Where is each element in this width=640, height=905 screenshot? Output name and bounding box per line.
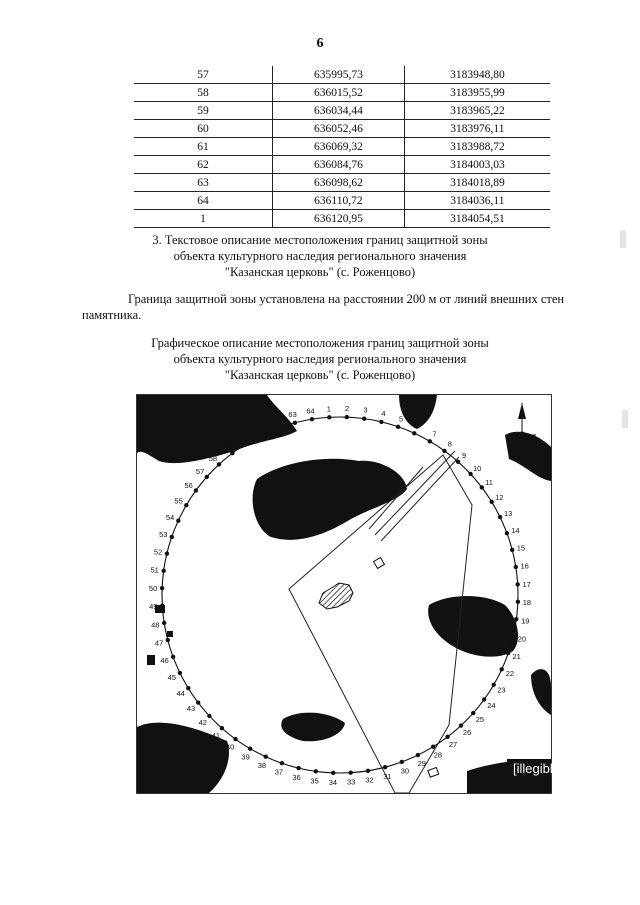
scan-smudge: [620, 230, 626, 248]
table-row: [134, 192, 550, 210]
boundary-point-label: 28: [433, 750, 443, 760]
boundary-point-marker: [482, 697, 486, 701]
boundary-point-label: 61: [254, 422, 263, 432]
section-heading-line-1: 3. Текстовое описание местоположения границ защитной зоны: [152, 233, 488, 247]
boundary-point-label: 46: [160, 655, 169, 665]
vegetation-south: [281, 713, 345, 742]
boundary-point-marker: [245, 441, 249, 445]
boundary-point-marker: [248, 747, 252, 751]
boundary-point-marker: [412, 431, 416, 435]
point-number: 61: [134, 138, 273, 156]
boundary-point-marker: [514, 617, 518, 621]
boundary-point-marker: [416, 753, 420, 757]
description-line-2: памятника.: [82, 308, 142, 322]
boundary-point-marker: [506, 651, 510, 655]
boundary-point-marker: [516, 600, 520, 604]
boundary-point-label: 37: [274, 767, 284, 777]
boundary-point-label: 5: [399, 414, 404, 424]
boundary-point-label: 21: [512, 652, 521, 662]
boundary-point-marker: [327, 415, 331, 419]
boundary-point-marker: [431, 745, 435, 749]
boundary-point-marker: [171, 655, 175, 659]
boundary-point-label: 55: [174, 496, 183, 506]
boundary-point-marker: [492, 683, 496, 687]
table-row: [134, 210, 550, 228]
section-heading-line-3: "Казанская церковь" (с. Роженцово): [224, 265, 416, 279]
boundary-point-marker: [280, 761, 284, 765]
boundary-point-label: 7: [432, 429, 437, 439]
point-number: 58: [134, 84, 273, 102]
boundary-point-label: 25: [475, 715, 485, 725]
vegetation-center: [253, 459, 407, 540]
boundary-point-marker: [260, 433, 264, 437]
graphic-heading-line-1: Графическое описание местоположения границ защитной зоны: [151, 336, 489, 350]
boundary-point-marker: [480, 485, 484, 489]
boundary-point-label: 40: [226, 742, 235, 752]
boundary-point-label: 18: [522, 598, 532, 608]
boundary-point-marker: [345, 415, 349, 419]
map-canvas: [137, 395, 564, 793]
boundary-point-marker: [396, 425, 400, 429]
boundary-point-label: 30: [400, 766, 410, 776]
y-coordinate: 3183976,11: [404, 120, 550, 138]
boundary-point-label: 39: [241, 752, 250, 762]
boundary-point-marker: [516, 582, 520, 586]
small-building-north: [374, 558, 385, 569]
x-coordinate: 636015,52: [273, 84, 405, 102]
boundary-point-marker: [176, 519, 180, 523]
boundary-point-marker: [184, 503, 188, 507]
x-coordinate: 636052,46: [273, 120, 405, 138]
y-coordinate: 3183955,99: [404, 84, 550, 102]
x-coordinate: 636034,44: [273, 102, 405, 120]
boundary-point-marker: [160, 586, 164, 590]
boundary-point-label: 32: [365, 775, 374, 785]
boundary-point-label: 9: [462, 451, 467, 461]
boundary-point-label: 43: [186, 704, 196, 713]
y-coordinate: 3184054,51: [404, 210, 550, 228]
boundary-point-label: 47: [154, 638, 164, 648]
point-number: 60: [134, 120, 273, 138]
boundary-point-marker: [217, 462, 221, 466]
boundary-point-label: 14: [511, 526, 520, 536]
boundary-point-marker: [296, 766, 300, 770]
point-number: 64: [134, 192, 273, 210]
boundary-point-marker: [220, 726, 224, 730]
boundary-point-label: 64: [306, 406, 315, 416]
boundary-point-marker: [456, 460, 460, 464]
boundary-point-label: 58: [208, 453, 218, 463]
boundary-point-label: 20: [517, 634, 527, 644]
boundary-point-marker: [194, 488, 198, 492]
boundary-point-label: 50: [148, 583, 158, 593]
boundary-point-marker: [230, 451, 234, 455]
boundary-point-label: 42: [198, 718, 207, 728]
y-coordinate: 3184036,11: [404, 192, 550, 210]
table-row: [134, 120, 550, 138]
boundary-point-label: 41: [211, 730, 221, 740]
boundary-point-label: 57: [195, 466, 205, 476]
boundary-point-marker: [178, 671, 182, 675]
boundary-point-marker: [264, 755, 268, 759]
boundary-point-label: 27: [448, 740, 458, 749]
boundary-point-label: 13: [504, 509, 513, 519]
boundary-point-marker: [186, 686, 190, 690]
boundary-point-marker: [276, 426, 280, 430]
boundary-point-label: 24: [487, 700, 496, 710]
boundary-point-marker: [500, 667, 504, 671]
boundary-point-marker: [511, 634, 515, 638]
boundary-point-label: 49: [149, 602, 158, 612]
boundary-point-marker: [514, 565, 518, 569]
boundary-point-label: 38: [257, 760, 267, 770]
table-row: [134, 174, 550, 192]
boundary-point-marker: [349, 771, 353, 775]
x-coordinate: 636098,62: [273, 174, 405, 192]
boundary-point-marker: [310, 417, 314, 421]
coordinates-table: [134, 66, 550, 228]
boundary-point-label: 56: [184, 481, 193, 491]
boundary-point-marker: [205, 475, 209, 479]
boundary-point-marker: [498, 515, 502, 519]
boundary-point-label: 3: [363, 405, 368, 415]
boundary-point-marker: [445, 735, 449, 739]
y-coordinate: 3183988,72: [404, 138, 550, 156]
boundary-point-label: 16: [520, 561, 529, 571]
scan-smudge: [622, 410, 628, 428]
graphic-heading-line-3: "Казанская церковь" (с. Роженцово): [224, 368, 416, 382]
boundary-point-marker: [459, 723, 463, 727]
boundary-point-label: 44: [176, 688, 185, 698]
boundary-point-marker: [362, 417, 366, 421]
boundary-point-label: 36: [292, 772, 301, 782]
boundary-point-marker: [165, 551, 169, 555]
boundary-point-marker: [314, 769, 318, 773]
boundary-point-marker: [166, 638, 170, 642]
small-building-south: [428, 768, 439, 778]
boundary-point-marker: [505, 531, 509, 535]
boundary-point-marker: [293, 421, 297, 425]
boundary-point-label: 12: [495, 493, 504, 503]
table-row: [134, 84, 550, 102]
boundary-point-label: 45: [167, 672, 176, 682]
boundary-point-marker: [379, 420, 383, 424]
boundary-point-marker: [160, 604, 164, 608]
boundary-point-marker: [428, 439, 432, 443]
boundary-point-label: 48: [151, 620, 160, 630]
boundary-point-label: 1: [326, 404, 331, 414]
boundary-point-label: 31: [383, 771, 392, 781]
section-heading-line-2: объекта культурного наследия регионального значения: [173, 249, 467, 263]
y-coordinate: 3184018,89: [404, 174, 550, 192]
boundary-point-marker: [207, 714, 211, 718]
scale-fragment: [507, 759, 564, 777]
boundary-point-label: 22: [505, 669, 515, 679]
boundary-point-label: 29: [417, 759, 426, 769]
boundary-point-label: 51: [150, 565, 159, 575]
boundary-point-label: 62: [270, 415, 280, 425]
boundary-point-label: 19: [521, 616, 530, 626]
y-coordinate: 3183965,22: [404, 102, 550, 120]
boundary-point-marker: [442, 449, 446, 453]
boundary-point-label: 33: [347, 777, 356, 787]
boundary-point-marker: [383, 765, 387, 769]
page-number: 6: [316, 36, 324, 51]
point-number: 59: [134, 102, 273, 120]
vegetation-east: [428, 596, 518, 657]
boundary-point-label: 11: [485, 478, 493, 487]
point-number: 1: [134, 210, 273, 228]
table-row: [134, 138, 550, 156]
point-number: 57: [134, 66, 273, 84]
x-coordinate: 636120,95: [273, 210, 405, 228]
boundary-point-marker: [400, 760, 404, 764]
boundary-point-label: 54: [165, 512, 175, 522]
boundary-point-label: 6: [416, 421, 421, 431]
left-speckles: [147, 655, 155, 665]
boundary-point-marker: [233, 737, 237, 741]
point-number: 63: [134, 174, 273, 192]
protection-zone-map: [136, 394, 564, 794]
table-row: [134, 102, 550, 120]
scale-text: [illegible]: [513, 761, 564, 776]
graphic-heading-line-2: объекта культурного наследия регионального значения: [173, 352, 467, 366]
boundary-point-label: 2: [345, 404, 350, 414]
boundary-point-marker: [490, 500, 494, 504]
table-row: [134, 156, 550, 174]
boundary-point-marker: [162, 569, 166, 573]
x-coordinate: 636110,72: [273, 192, 405, 210]
boundary-point-label: 60: [237, 431, 247, 441]
x-coordinate: 636069,32: [273, 138, 405, 156]
vegetation-far-right: [531, 669, 551, 715]
x-coordinate: 635995,73: [273, 66, 405, 84]
church-footprint: [319, 583, 353, 609]
x-coordinate: 636084,76: [273, 156, 405, 174]
boundary-point-label: 35: [310, 776, 319, 786]
boundary-point-label: 23: [497, 685, 506, 695]
y-coordinate: 3183948,80: [404, 66, 550, 84]
boundary-point-label: 53: [159, 529, 168, 539]
boundary-point-label: 52: [153, 547, 163, 557]
vegetation-right-edge: [505, 432, 551, 481]
boundary-point-marker: [196, 700, 200, 704]
boundary-point-label: 10: [473, 463, 482, 473]
y-coordinate: 3184003,03: [404, 156, 550, 174]
boundary-point-marker: [366, 769, 370, 773]
boundary-point-marker: [331, 771, 335, 775]
boundary-point-label: 34: [328, 777, 338, 787]
boundary-point-label: 8: [447, 439, 452, 449]
boundary-point-label: 15: [516, 543, 526, 553]
boundary-point-label: 59: [222, 442, 232, 451]
boundary-point-marker: [510, 548, 514, 552]
point-number: 62: [134, 156, 273, 174]
boundary-point-marker: [162, 621, 166, 625]
left-speckles: [167, 631, 173, 637]
boundary-point-label: 26: [462, 728, 472, 738]
boundary-point-label: 17: [522, 579, 531, 589]
table-row: [134, 66, 550, 84]
description-line-1: Граница защитной зоны установлена на расстоянии 200 м от линий внешних стен: [128, 292, 565, 306]
boundary-point-label: 4: [381, 409, 386, 419]
boundary-point-marker: [170, 535, 174, 539]
boundary-point-label: 63: [288, 410, 297, 420]
